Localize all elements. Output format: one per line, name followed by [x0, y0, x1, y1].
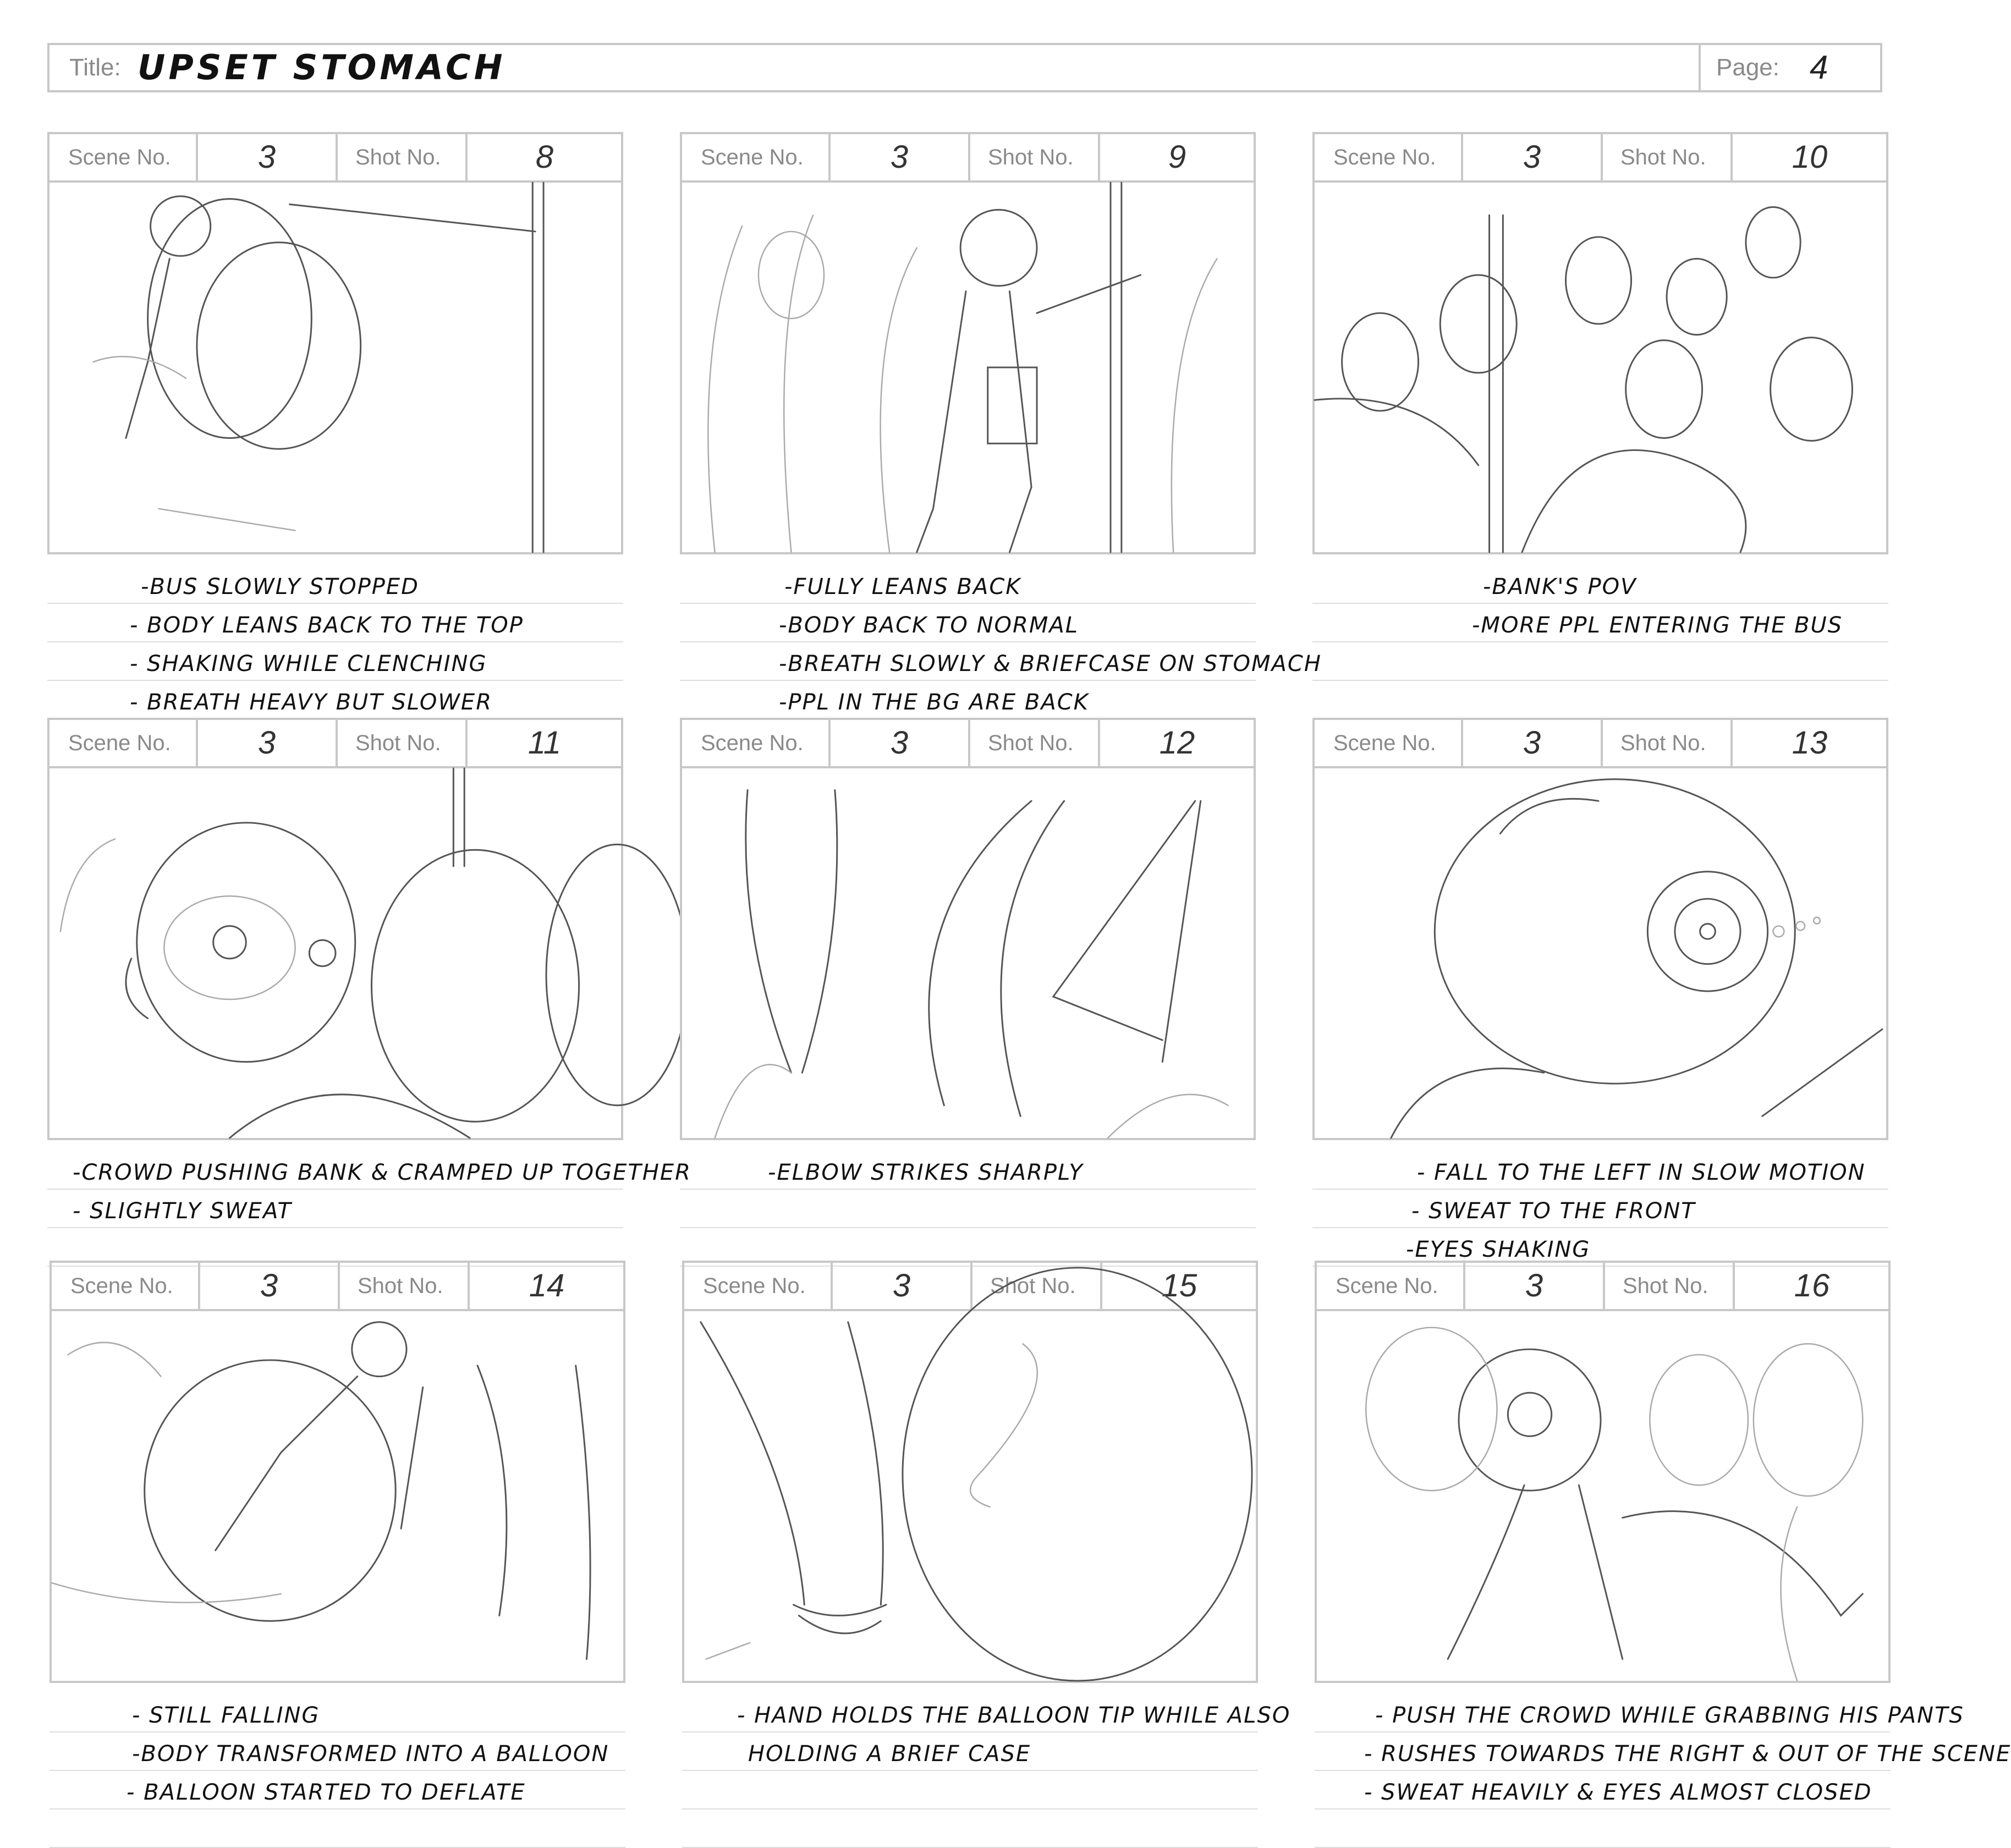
scene-label: Scene No. — [68, 145, 171, 169]
shot-number: 11 — [528, 725, 562, 761]
shot-number: 8 — [535, 139, 554, 175]
storyboard-panel — [50, 1261, 625, 1848]
shot-number: 10 — [1792, 139, 1828, 175]
panel-header — [47, 132, 623, 183]
note-text: -BUS SLOWLY STOPPED — [141, 574, 419, 600]
panel-header — [50, 1261, 625, 1311]
storyboard-panel — [47, 718, 691, 1267]
storyboard-panel — [682, 1261, 1291, 1848]
note-line — [680, 1190, 1256, 1228]
note-text: -CROWD PUSHING BANK & CRAMPED UP TOGETHER — [73, 1160, 691, 1185]
note-line — [1312, 1190, 1888, 1228]
note-text: - BALLOON STARTED TO DEFLATE — [127, 1780, 526, 1805]
sketch-frame — [680, 766, 1256, 1140]
storyboard-panel — [680, 132, 1322, 719]
shot-label: Shot No. — [355, 145, 441, 169]
sketch-frame — [1312, 766, 1888, 1140]
sketch-drawing — [682, 768, 1254, 1138]
note-text: - FALL TO THE LEFT IN SLOW MOTION — [1417, 1160, 1866, 1185]
note-line — [47, 1190, 623, 1228]
divider — [1601, 720, 1603, 766]
note-line — [47, 1151, 691, 1190]
notes — [680, 565, 1322, 719]
scene-number: 3 — [890, 725, 909, 761]
sketch-drawing — [684, 1311, 1256, 1681]
scene-label: Scene No. — [1333, 145, 1436, 169]
note-line — [1312, 681, 1888, 719]
scene-label: Scene No. — [1336, 1274, 1438, 1298]
note-line — [50, 1771, 625, 1810]
title-label: Title: — [69, 54, 121, 81]
scene-label: Scene No. — [703, 1274, 806, 1298]
storyboard-panel — [680, 718, 1256, 1267]
note-line — [682, 1694, 1291, 1733]
page-label: Page: — [1716, 54, 1779, 81]
title-value: UPSET STOMACH — [138, 47, 506, 87]
note-line — [680, 565, 1256, 604]
panel-header — [1312, 132, 1888, 183]
sketch-frame — [1312, 180, 1888, 554]
note-line — [47, 681, 623, 719]
note-line — [682, 1771, 1258, 1810]
sketch-drawing — [1317, 1311, 1888, 1681]
note-line — [1312, 1151, 1888, 1190]
note-text: - SWEAT HEAVILY & EYES ALMOST CLOSED — [1364, 1780, 1872, 1805]
divider — [336, 134, 338, 180]
divider — [970, 1263, 972, 1309]
note-line — [1312, 565, 1888, 604]
divider — [1601, 134, 1603, 180]
storyboard-panel — [47, 132, 623, 719]
note-text: -BREATH SLOWLY & BRIEFCASE ON STOMACH — [779, 651, 1322, 676]
note-text: -PPL IN THE BG ARE BACK — [779, 690, 1089, 715]
note-line — [47, 604, 623, 642]
scene-number: 3 — [257, 725, 276, 761]
shot-label: Shot No. — [355, 731, 441, 755]
storyboard-panel — [1312, 132, 1888, 719]
note-line — [682, 1733, 1258, 1771]
shot-label: Shot No. — [1620, 145, 1706, 169]
note-text: HOLDING A BRIEF CASE — [748, 1741, 1031, 1767]
scene-number: 3 — [1525, 1268, 1543, 1304]
notes — [680, 1151, 1256, 1267]
sketch-frame — [682, 1309, 1258, 1683]
note-line — [1312, 604, 1888, 642]
divider — [338, 1263, 340, 1309]
notes — [1312, 1151, 1888, 1267]
notes — [47, 565, 623, 719]
note-text: -BANK'S POV — [1483, 574, 1637, 600]
panel-header — [680, 132, 1256, 183]
note-text: - HAND HOLDS THE BALLOON TIP WHILE ALSO — [737, 1703, 1291, 1728]
notes — [682, 1694, 1291, 1848]
scene-label: Scene No. — [68, 731, 171, 755]
scene-number: 3 — [892, 1268, 911, 1304]
divider — [1699, 45, 1701, 90]
shot-number: 13 — [1792, 725, 1828, 761]
sketch-drawing — [50, 768, 621, 1138]
note-line — [1312, 642, 1888, 681]
title-bar — [47, 43, 1882, 92]
notes — [1312, 565, 1888, 719]
shot-label: Shot No. — [1623, 1274, 1708, 1298]
note-line — [1315, 1694, 1964, 1733]
notes — [1315, 1694, 2011, 1848]
shot-number: 9 — [1168, 139, 1186, 175]
divider — [1603, 1263, 1605, 1309]
notes — [50, 1694, 625, 1848]
note-line — [1315, 1810, 1891, 1848]
scene-label: Scene No. — [701, 731, 804, 755]
panel-header — [1315, 1261, 1891, 1311]
sketch-drawing — [52, 1311, 623, 1681]
sketch-drawing — [682, 183, 1254, 552]
panel-header — [47, 718, 623, 768]
note-text: - SWEAT TO THE FRONT — [1411, 1198, 1696, 1224]
storyboard-panel — [1312, 718, 1888, 1267]
sketch-frame — [47, 766, 623, 1140]
note-line — [47, 565, 623, 604]
shot-number: 14 — [529, 1268, 565, 1304]
note-text: - SHAKING WHILE CLENCHING — [130, 651, 487, 676]
note-text: -BODY BACK TO NORMAL — [779, 613, 1079, 638]
shot-label: Shot No. — [358, 1274, 443, 1298]
divider — [968, 134, 970, 180]
sketch-drawing — [50, 183, 621, 552]
shot-label: Shot No. — [988, 145, 1074, 169]
note-line — [682, 1810, 1258, 1848]
sketch-frame — [680, 180, 1256, 554]
note-text: - SLIGHTLY SWEAT — [73, 1198, 292, 1224]
sketch-frame — [50, 1309, 625, 1683]
note-text: - RUSHES TOWARDS THE RIGHT & OUT OF THE SCENE — [1364, 1741, 2011, 1767]
shot-label: Shot No. — [990, 1274, 1076, 1298]
divider — [968, 720, 970, 766]
note-line — [50, 1810, 625, 1848]
note-line — [1315, 1733, 2011, 1771]
panel-header — [1312, 718, 1888, 768]
divider — [336, 720, 338, 766]
shot-label: Shot No. — [1620, 731, 1706, 755]
notes — [47, 1151, 691, 1267]
note-text: - BODY LEANS BACK TO THE TOP — [130, 613, 524, 638]
note-text: -MORE PPL ENTERING THE BUS — [1472, 613, 1843, 638]
scene-label: Scene No. — [70, 1274, 173, 1298]
shot-number: 16 — [1794, 1268, 1830, 1304]
sketch-frame — [47, 180, 623, 554]
scene-number: 3 — [1523, 725, 1541, 761]
scene-number: 3 — [1523, 139, 1541, 175]
panel-header — [680, 718, 1256, 768]
sketch-drawing — [1315, 183, 1886, 552]
note-line — [47, 642, 623, 681]
sketch-drawing — [1315, 768, 1886, 1138]
scene-number: 3 — [260, 1268, 278, 1304]
note-text: - STILL FALLING — [132, 1703, 320, 1728]
note-text: -ELBOW STRIKES SHARPLY — [768, 1160, 1084, 1185]
scene-number: 3 — [257, 139, 276, 175]
note-line — [680, 604, 1256, 642]
note-line — [50, 1733, 625, 1771]
note-text: -EYES SHAKING — [1406, 1237, 1591, 1262]
note-text: - PUSH THE CROWD WHILE GRABBING HIS PANTS — [1375, 1703, 1964, 1728]
note-line — [1315, 1771, 1891, 1810]
scene-number: 3 — [890, 139, 909, 175]
sketch-frame — [1315, 1309, 1891, 1683]
note-text: -BODY TRANSFORMED INTO A BALLOON — [132, 1741, 609, 1767]
note-line — [680, 1151, 1256, 1190]
panel-header — [682, 1261, 1258, 1311]
scene-label: Scene No. — [701, 145, 804, 169]
note-text: - BREATH HEAVY BUT SLOWER — [130, 690, 492, 715]
storyboard-panel — [1315, 1261, 2011, 1848]
note-line — [50, 1694, 625, 1733]
note-line — [680, 642, 1322, 681]
shot-label: Shot No. — [988, 731, 1074, 755]
shot-number: 15 — [1161, 1268, 1197, 1304]
note-text: -FULLY LEANS BACK — [784, 574, 1021, 600]
page-number: 4 — [1810, 49, 1828, 86]
scene-label: Scene No. — [1333, 731, 1436, 755]
shot-number: 12 — [1159, 725, 1195, 761]
note-line — [680, 681, 1256, 719]
